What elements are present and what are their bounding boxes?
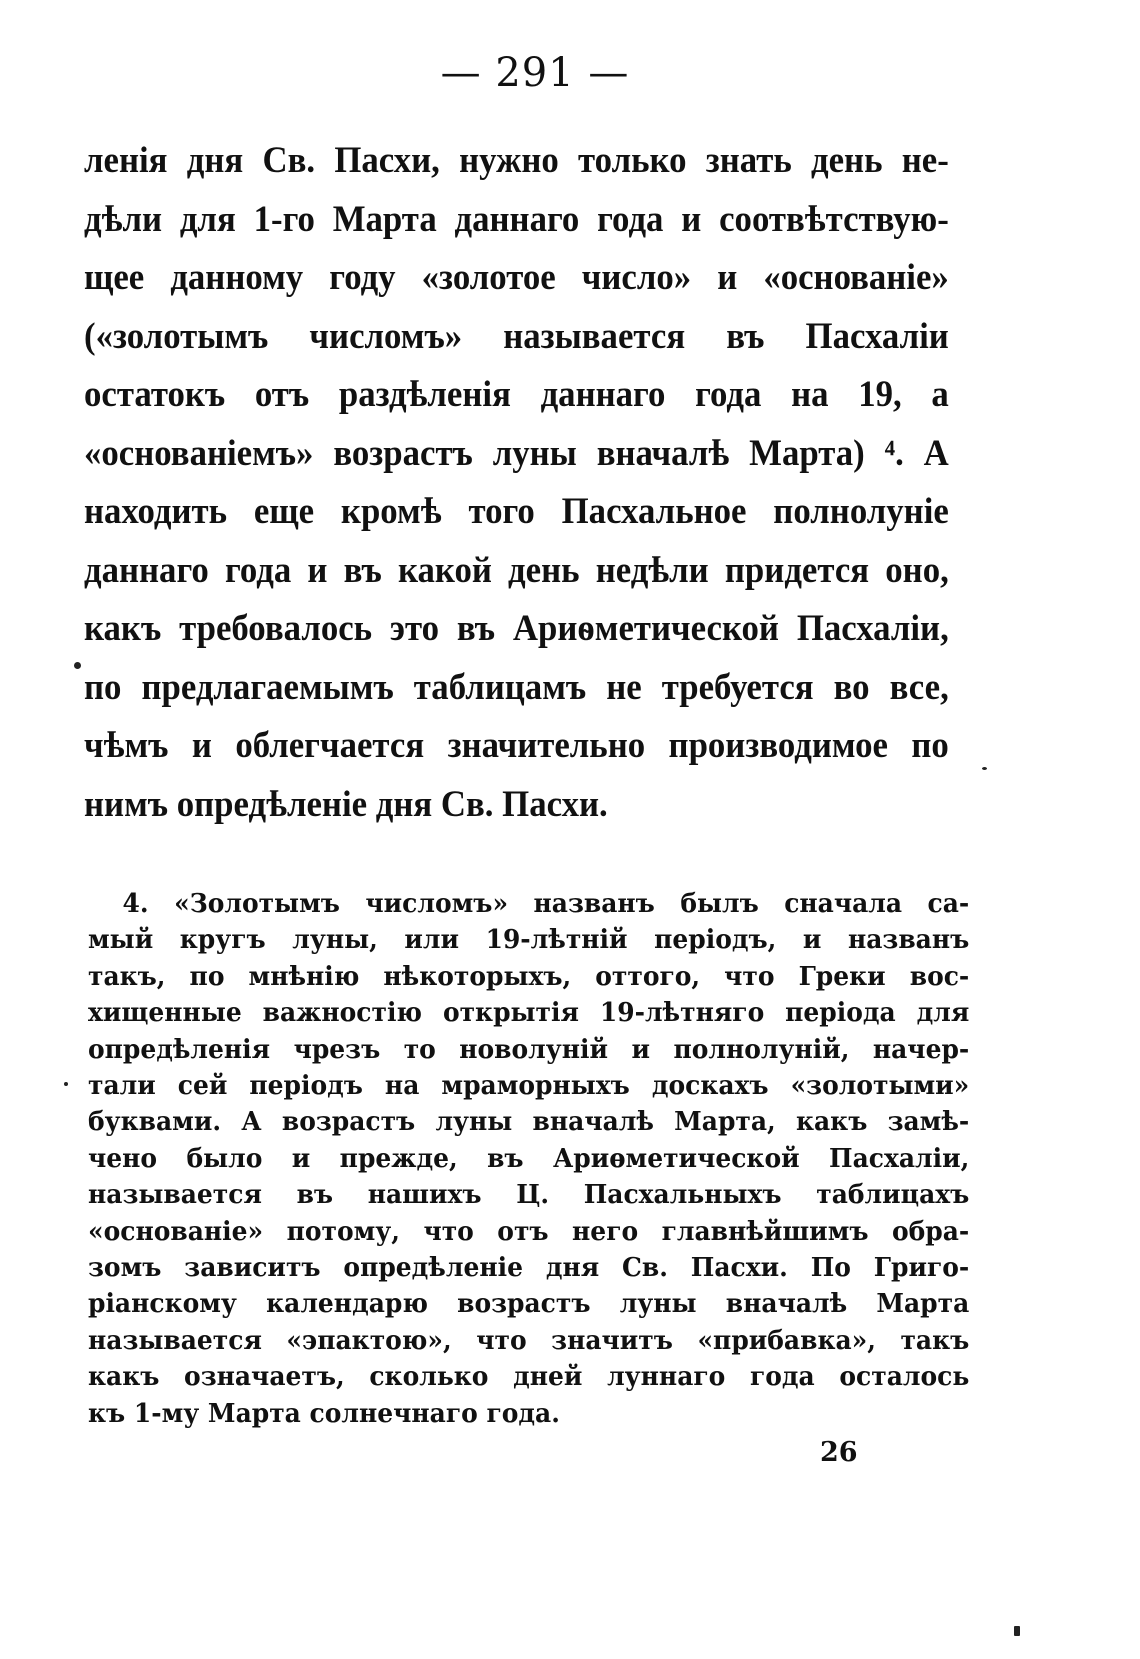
main-text xyxy=(84,132,949,834)
scan-speck xyxy=(982,767,987,770)
main-text-line: по предлагаемымъ таблицамъ не требуется во все, xyxy=(84,666,949,708)
page-number: — 291 — xyxy=(440,50,630,96)
scan-speck xyxy=(64,1082,68,1086)
footnote-line: опредѣленія чрезъ то новолуній и полнолуній, начер- xyxy=(88,1034,970,1065)
main-text-line: дѣли для 1-го Марта даннаго года и соотвѣтствую- xyxy=(84,198,949,240)
footnote-line: какъ означаетъ, сколько дней луннаго года осталось xyxy=(88,1362,970,1393)
main-text-line: чѣмъ и облегчается значительно производимое по xyxy=(84,725,949,766)
footnote-line: ріанскому календарю возрастъ луны вначалѣ Марта xyxy=(88,1289,970,1320)
main-text-line: («золотымъ числомъ» называется въ Пасхаліи xyxy=(84,315,949,357)
scan-speck xyxy=(74,662,81,669)
main-text-line: ленія дня Св. Пасхи, нужно только знать день не- xyxy=(84,140,949,181)
footnote-line: зомъ зависитъ опредѣленіе дня Св. Пасхи. По Григо- xyxy=(88,1253,970,1284)
footnote-line: «основаніе» потому, что отъ него главнѣйшимъ обра- xyxy=(88,1216,970,1247)
footnote-line: хищенные важностію открытія 19-лѣтняго періода для xyxy=(88,998,970,1029)
footnote-line: такъ, по мнѣнію нѣкоторыхъ, оттого, что Греки вос- xyxy=(88,961,970,992)
footnote-line: называется въ нашихъ Ц. Пасхальныхъ таблицахъ xyxy=(88,1180,970,1211)
footnote-line: 4. «Золотымъ числомъ» названъ былъ сначала са- xyxy=(122,889,970,919)
footnote-line: къ 1-му Марта солнечнаго года. xyxy=(88,1398,560,1429)
main-text-line: щее данному году «золотое число» и «основаніе» xyxy=(84,257,949,298)
main-text-line: остатокъ отъ раздѣленія даннаго года на 19, а xyxy=(84,374,949,415)
scan-speck xyxy=(1014,1626,1020,1636)
footnote-line: чено было и прежде, въ Ариѳметической Пасхаліи, xyxy=(88,1143,970,1174)
footnote-line: мый кругъ луны, или 19-лѣтній періодъ, и названъ xyxy=(88,925,970,956)
signature-mark: 26 xyxy=(820,1437,858,1468)
main-text-line: «основаніемъ» возрастъ луны вначалѣ Марта) ⁴. А xyxy=(84,432,949,474)
footnote-line: тали сей періодъ на мраморныхъ доскахъ «золотыми» xyxy=(88,1071,970,1102)
main-text-line: находить еще кромѣ того Пасхальное полнолуніе xyxy=(84,491,949,532)
footnote-line: называется «эпактою», что значитъ «прибавка», такъ xyxy=(88,1325,970,1356)
main-text-line: какъ требовалось это въ Ариѳметической Пасхаліи, xyxy=(84,608,949,649)
main-text-line: нимъ опредѣленіе дня Св. Пасхи. xyxy=(84,783,608,825)
main-text-line: даннаго года и въ какой день недѣли придется оно, xyxy=(84,549,949,591)
footnote-line: буквами. А возрастъ луны вначалѣ Марта, какъ замѣ- xyxy=(88,1107,970,1138)
footnote xyxy=(88,886,969,1432)
